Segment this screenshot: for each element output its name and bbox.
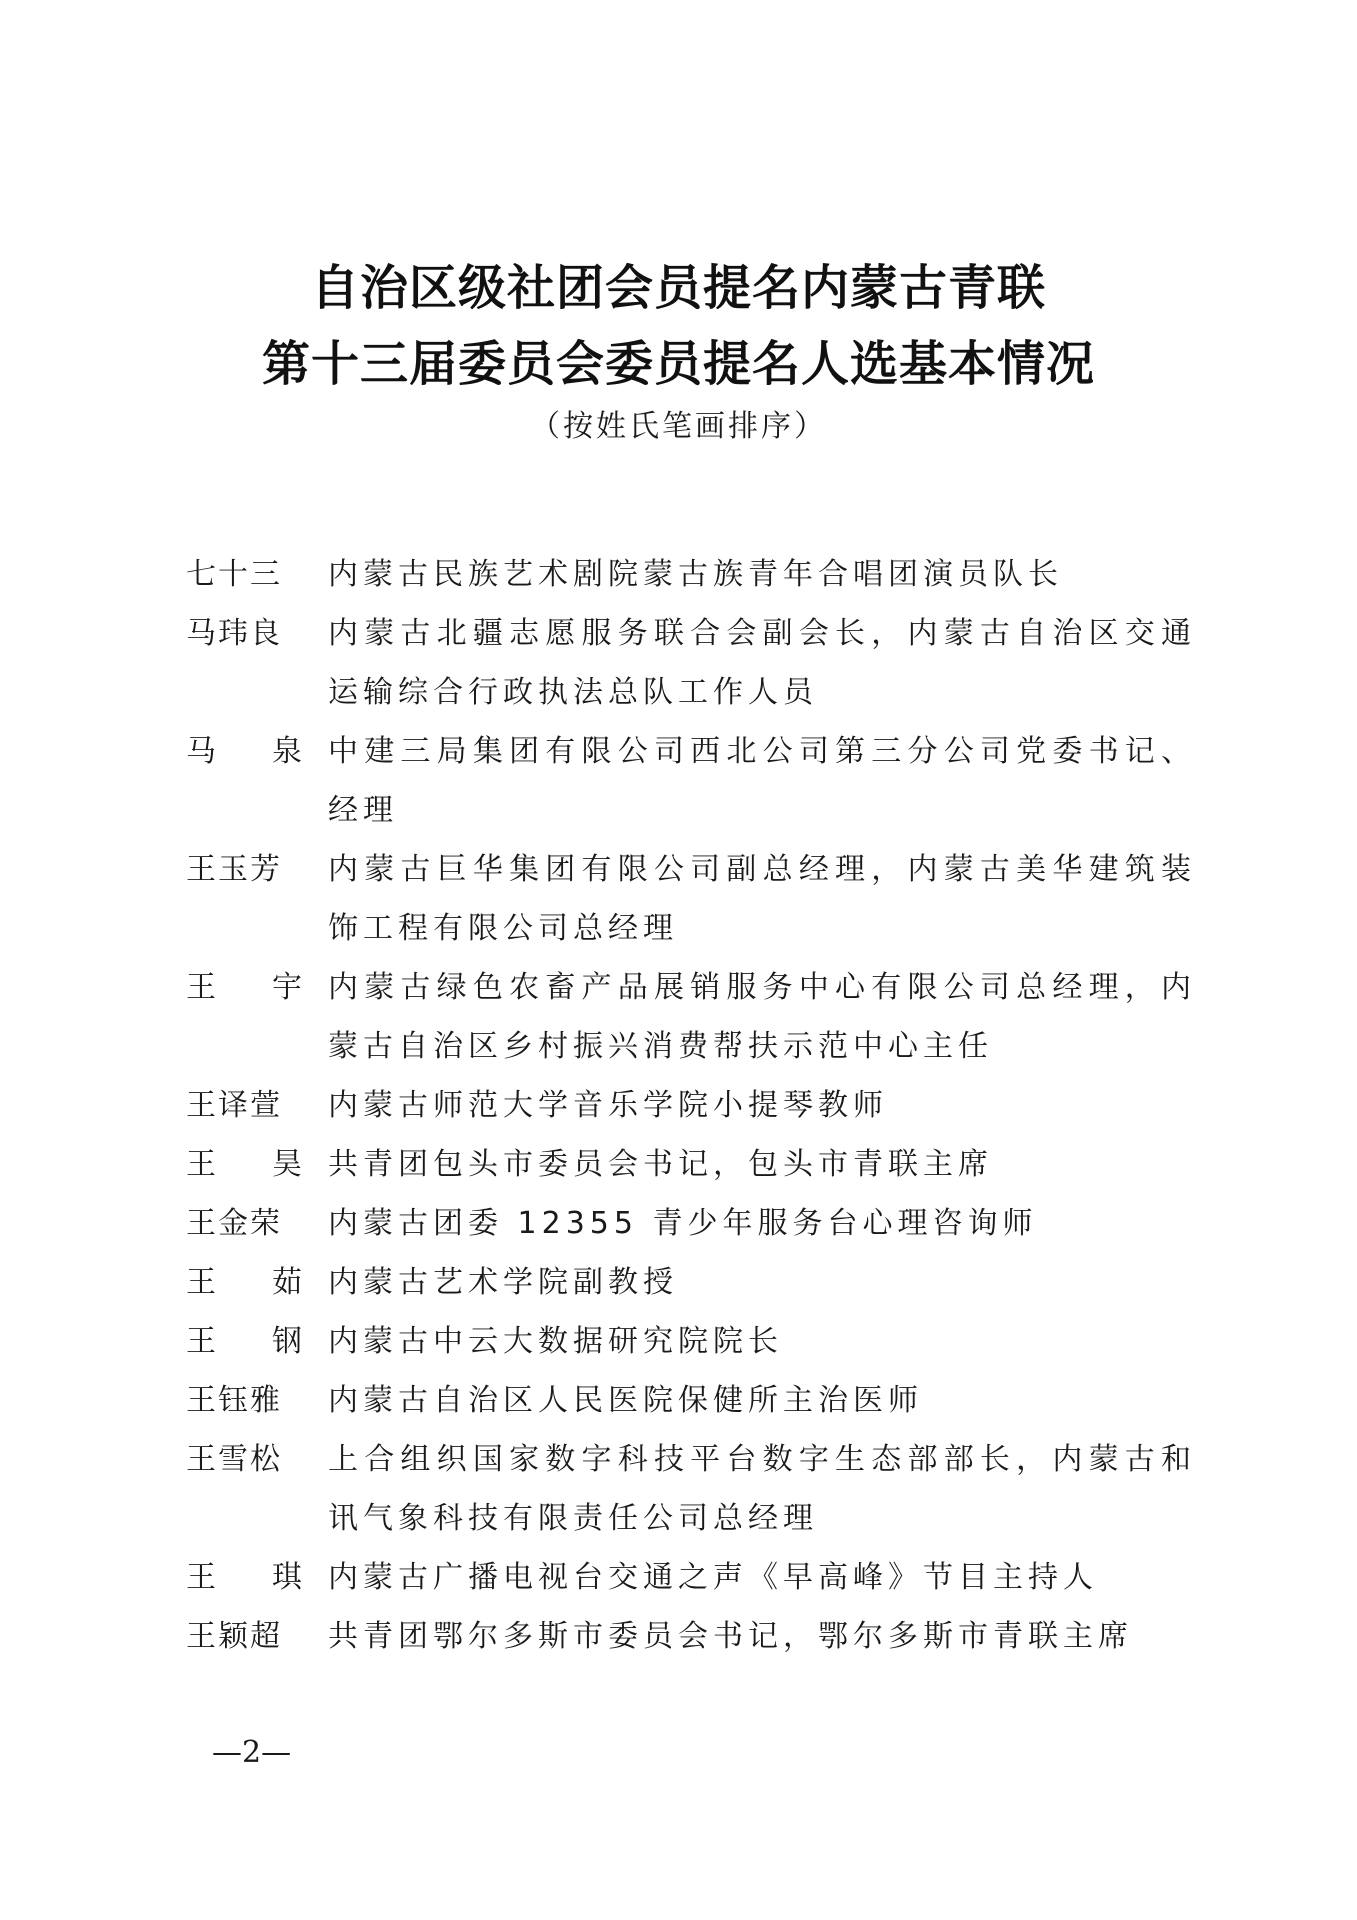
list-item <box>186 722 1196 840</box>
nominee-description: 共青团鄂尔多斯市委员会书记，鄂尔多斯市青联主席 <box>328 1619 1133 1654</box>
list-item <box>186 1371 1196 1430</box>
nominee-description: 内蒙古北疆志愿服务联合会副会长，内蒙古自治区交通运输综合行政执法总队工作人员 <box>328 616 1196 710</box>
nominee-description: 内蒙古广播电视台交通之声《早高峰》节目主持人 <box>328 1560 1098 1595</box>
list-item <box>186 1253 1196 1312</box>
page-number: —2— <box>212 1735 292 1770</box>
list-item <box>186 545 1196 604</box>
title-line-1: 自治区级社团会员提名内蒙古青联 <box>310 260 1046 316</box>
nominee-name: 王茹 <box>186 1265 358 1300</box>
nominee-name: 七十三 <box>186 557 282 592</box>
nominee-name: 马泉 <box>186 734 358 769</box>
list-item <box>186 840 1196 958</box>
nominee-description: 内蒙古民族艺术剧院蒙古族青年合唱团演员队长 <box>328 557 1063 592</box>
nominee-name: 王昊 <box>186 1147 358 1182</box>
nominee-list <box>186 545 1196 1666</box>
nominee-name: 王玉芳 <box>186 852 282 887</box>
nominee-name: 王译萱 <box>186 1088 282 1123</box>
list-item <box>186 1430 1196 1548</box>
list-item <box>186 604 1196 722</box>
nominee-name: 王颖超 <box>186 1619 282 1654</box>
nominee-name: 王宇 <box>186 970 358 1005</box>
nominee-description: 中建三局集团有限公司西北公司第三分公司党委书记、经理 <box>328 734 1196 828</box>
nominee-description: 内蒙古团委 12355 青少年服务台心理咨询师 <box>328 1206 1038 1241</box>
nominee-description: 内蒙古中云大数据研究院院长 <box>328 1324 783 1359</box>
list-item <box>186 1135 1196 1194</box>
nominee-description: 共青团包头市委员会书记，包头市青联主席 <box>328 1147 993 1182</box>
list-item <box>186 1548 1196 1607</box>
list-item <box>186 1607 1196 1666</box>
nominee-name: 王钢 <box>186 1324 358 1359</box>
nominee-name: 王钰雅 <box>186 1383 282 1418</box>
nominee-description: 内蒙古绿色农畜产品展销服务中心有限公司总经理，内蒙古自治区乡村振兴消费帮扶示范中心主任 <box>328 970 1196 1064</box>
nominee-description: 内蒙古师范大学音乐学院小提琴教师 <box>328 1088 888 1123</box>
list-item <box>186 1194 1196 1253</box>
nominee-name: 王金荣 <box>186 1206 282 1241</box>
nominee-description: 内蒙古巨华集团有限公司副总经理，内蒙古美华建筑装饰工程有限公司总经理 <box>328 852 1196 946</box>
nominee-description: 内蒙古自治区人民医院保健所主治医师 <box>328 1383 923 1418</box>
nominee-name: 王雪松 <box>186 1442 282 1477</box>
nominee-description: 内蒙古艺术学院副教授 <box>328 1265 678 1300</box>
sort-note: （按姓氏笔画排序） <box>530 409 827 444</box>
nominee-name: 马玮良 <box>186 616 282 651</box>
list-item <box>186 1312 1196 1371</box>
list-item <box>186 958 1196 1076</box>
nominee-name: 王琪 <box>186 1560 358 1595</box>
title-line-2: 第十三届委员会委员提名人选基本情况 <box>261 336 1095 392</box>
list-item <box>186 1076 1196 1135</box>
nominee-description: 上合组织国家数字科技平台数字生态部部长，内蒙古和讯气象科技有限责任公司总经理 <box>328 1442 1196 1536</box>
